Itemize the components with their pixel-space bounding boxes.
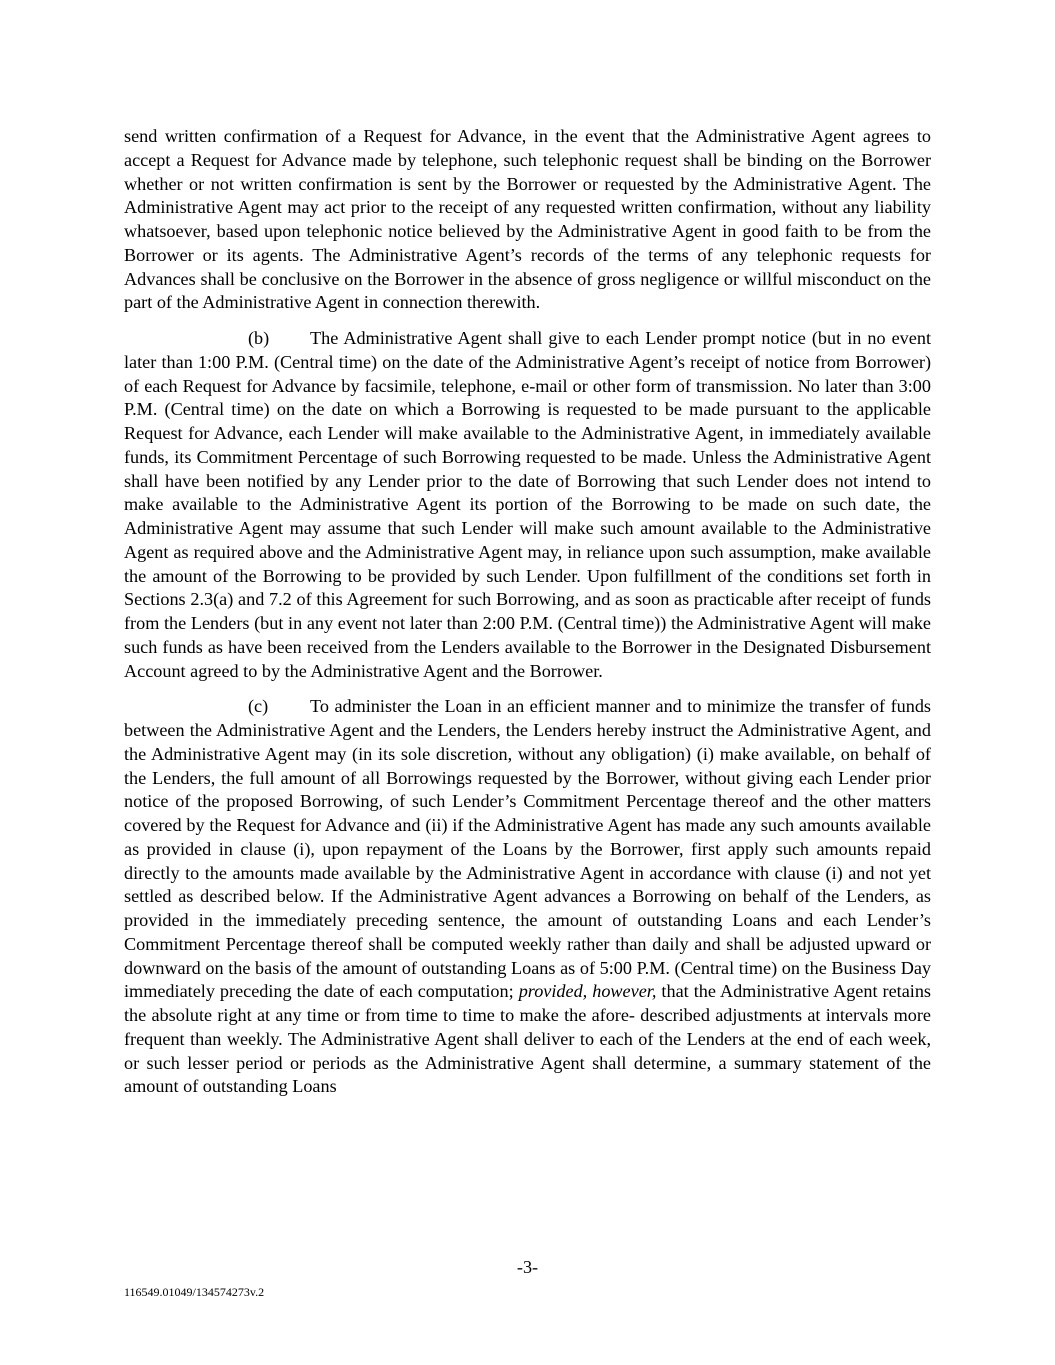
- document-body: [124, 125, 931, 1099]
- paragraph-c: [124, 695, 931, 1099]
- paragraph-c-emphasis: provided, however,: [518, 981, 657, 1002]
- paragraph-b-label: (b): [248, 328, 270, 348]
- paragraph-b: [124, 327, 931, 683]
- paragraph-a-continued: send written confirmation of a Request for Advance, in the event that the Administrative Agent agrees to accept a Request for Advance made by telephone, such telephonic request shall be binding on the Borrower whether or not written confirmation is sent by the Borrower or requested by the Administrative Agent. The Administrative Agent may act prior to the receipt of any requested written confirmation, without any liability whatsoever, based upon telephonic notice believed by the Administrative Agent in good faith to be from the Borrower or its agents. The Administrative Agent’s records of the terms of any telephonic requests for Advances shall be conclusive on the Borrower in the absence of gross negligence or willful misconduct on the part of the Administrative Agent in connection therewith.: [124, 126, 931, 313]
- page-number: -3-: [516, 1257, 539, 1277]
- paragraph-c-text-after: that the Administrative Agent retains the absolute right at any time or from time to time to make the afore- described adjustments at intervals more frequent than weekly. The Administrative Agent shall deliver to each of the Lenders at the end of each week, or such lesser period or periods as the Administrative Agent shall determine, a summary statement of the amount of outstanding Loans: [124, 981, 932, 1097]
- paragraph-c-label: (c): [248, 696, 269, 717]
- paragraph-b-text: The Administrative Agent shall give to each Lender prompt notice (but in no event later than 1:00 P.M. (Central time) on the date of the Administrative Agent’s receipt of notice from Borrower) of each Request for Advance by facsimile, telephone, e-mail or other form of transmission. No later than 3:00 P.M. (Central time) on the date on which a Borrowing is requested to be made pursuant to the applicable Request for Advance, each Lender will make available to the Administrative Agent, in immediately available funds, its Commitment Percentage of such Borrowing requested to be made. Unless the Administrative Agent shall have been notified by any Lender prior to the date of Borrowing that such Lender does not intend to make available to the Administrative Agent its portion of the Borrowing to be made on such date, the Administrative Agent may assume that such Lender will make such amount available to the Administrative Agent as required above and the Administrative Agent may, in reliance upon such assumption, make available the amount of the Borrowing to be provided by such Lender. Upon fulfillment of the conditions set forth in Sections 2.3(a) and 7.2 of this Agreement for such Borrowing, and as soon as practicable after receipt of funds from the Lenders (but in any event not later than 2:00 P.M. (Central time)) the Administrative Agent will make such funds as have been received from the Lenders available to the Borrower in the Designated Disbursement Account agreed to by the Administrative Agent and the Borrower.: [124, 328, 931, 681]
- paragraph-c-text-before: To administer the Loan in an efficient manner and to minimize the transfer of funds between the Administrative Agent and the Lenders, the Lenders hereby instruct the Administrative Agent, and the Administrative Agent may (in its sole discretion, without any obligation) (i) make available, on behalf of the Lenders, the full amount of all Borrowings requested by the Borrower, without giving each Lender prior notice of the proposed Borrowing, of such Lender’s Commitment Percentage thereof and the other matters covered by the Request for Advance and (ii) if the Administrative Agent has made any such amounts available as provided in clause (i), upon repayment of the Loans by the Borrower, first apply such amounts repaid directly to the amounts made available by the Administrative Agent in accordance with clause (i) and not yet settled as described below. If the Administrative Agent advances a Borrowing on behalf of the Lenders, as provided in the immediately preceding sentence, the amount of outstanding Loans and each Lender’s Commitment Percentage thereof shall be computed weekly rather than daily and shall be adjusted upward or downward on the basis of the amount of outstanding Loans as of 5:00 P.M. (Central time) on the Business Day immediately preceding the date of each computation;: [124, 696, 931, 1002]
- document-id: 116549.01049/134574273v.2: [124, 1285, 265, 1299]
